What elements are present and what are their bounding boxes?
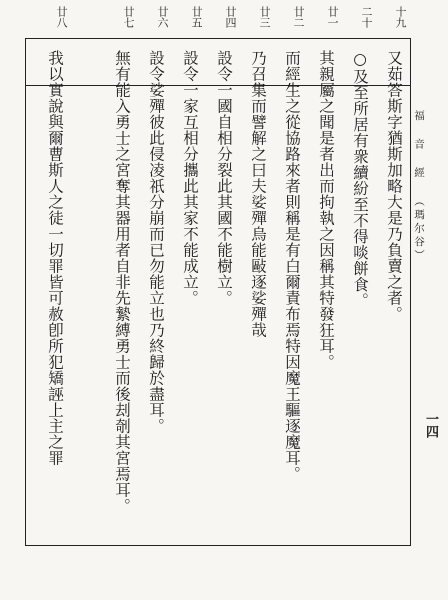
verse-number: 廿六 xyxy=(156,6,169,28)
verse-text: 乃召集而譬解之曰夫娑殫烏能敺逐娑殫哉 xyxy=(249,50,267,338)
verse-number: 廿三 xyxy=(258,6,271,28)
page-number: 一四 xyxy=(423,412,438,438)
verse-number: 廿一 xyxy=(326,6,339,28)
verse-number: 十九 xyxy=(394,6,407,28)
verse-text: 我以實說與爾曹斯人之徒一切罪皆可赦卽所犯矯誣上主之罪 xyxy=(46,50,64,466)
verse-number: 廿五 xyxy=(190,6,203,28)
verse-text: ○及至所居有衆續紛至不得啖餅食。 xyxy=(351,50,369,309)
verse-text: 又茹答斯字猶斯加略大是乃負賣之者。 xyxy=(385,50,403,322)
verse-number: 廿八 xyxy=(55,6,68,28)
verse-number: 廿四 xyxy=(224,6,237,28)
verse-number: 廿二 xyxy=(292,6,305,28)
verse-text: 其親屬之聞是者出而拘執之因稱其特發狂耳。 xyxy=(317,50,335,370)
running-header: 福 音 經 （瑪尔谷） xyxy=(413,110,425,263)
verse-number: 廿七 xyxy=(122,6,135,28)
verse-number: 二十 xyxy=(360,6,373,28)
verse-text: 設令娑殫彼此侵凌祇分崩而已勿能立也乃終歸於盡耳。 xyxy=(147,50,165,434)
verse-text: 而經生之從協路來者則稱是有白爾責布焉特因魔王驅逐魔耳。 xyxy=(283,50,301,482)
verse-text: 設令一家互相分攜此其家不能成立。 xyxy=(181,50,199,306)
verse-text: 設令一國自相分裂此其國不能樹立。 xyxy=(215,50,233,306)
verse-text: 無有能入勇士之宮奪其器用者自非先縶縛勇士而後刦剞其宮焉耳。 xyxy=(113,50,131,514)
